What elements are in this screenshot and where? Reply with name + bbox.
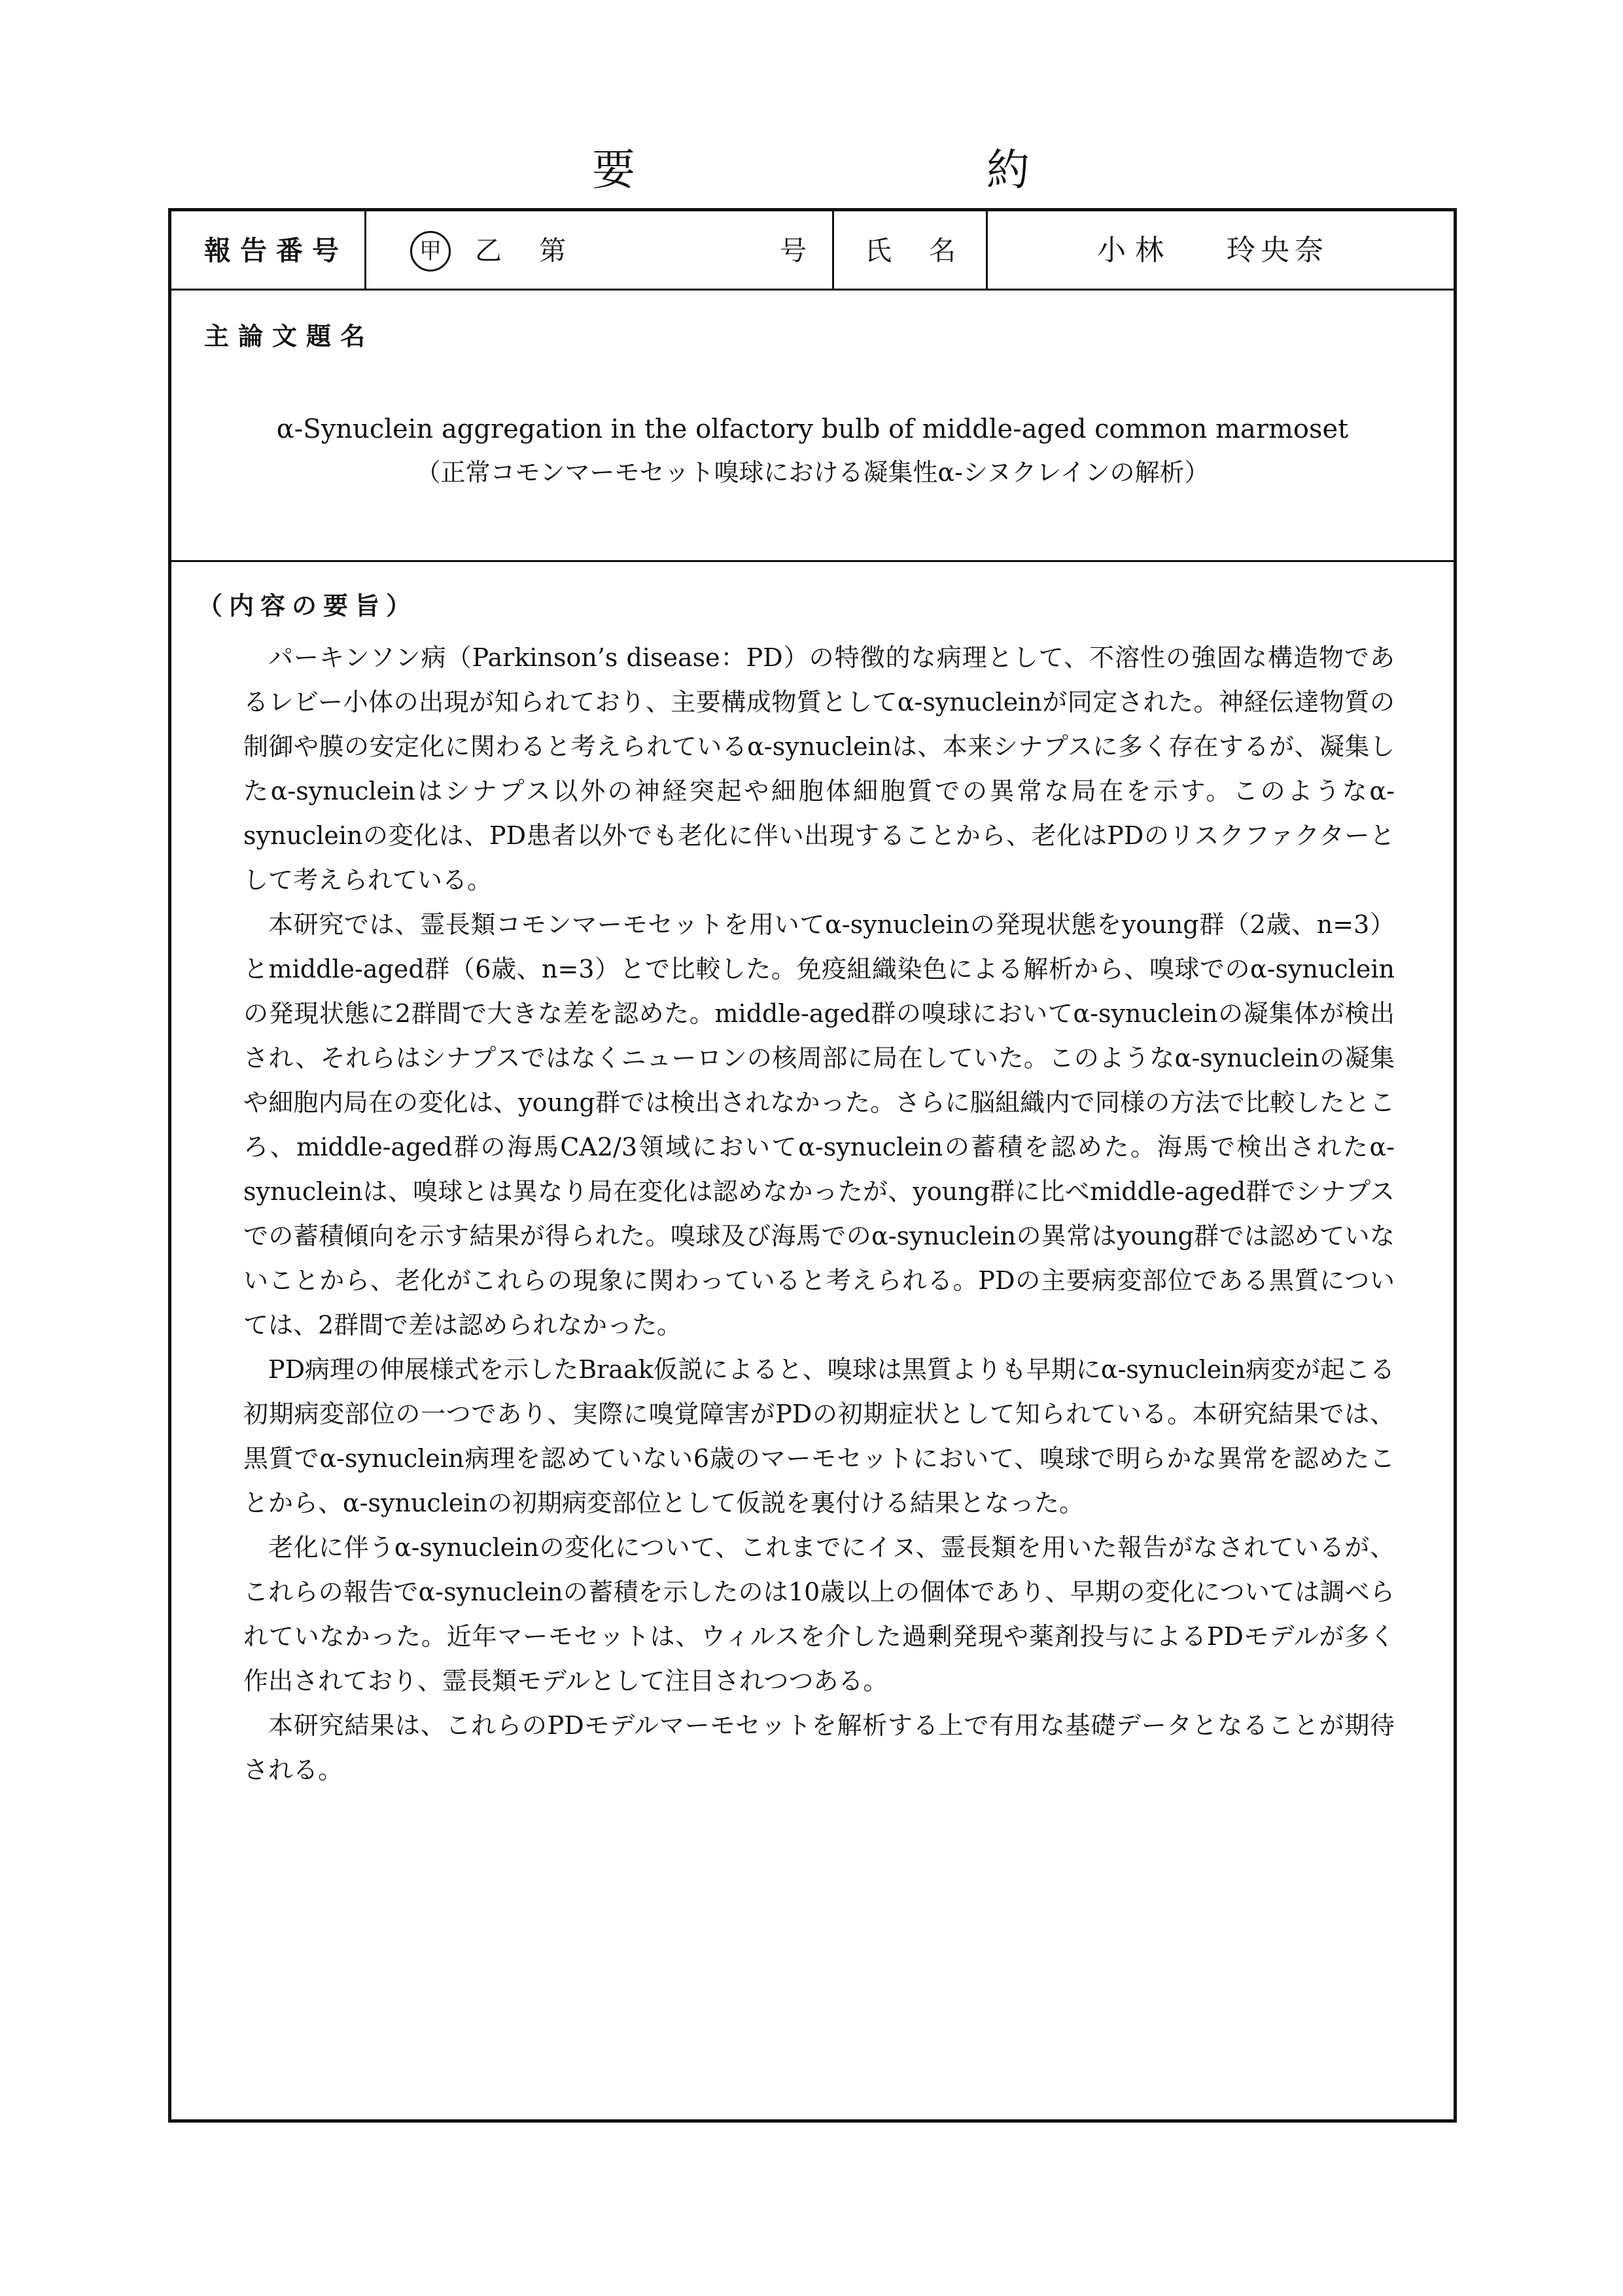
thesis-title-label: 主論文題名 (204, 322, 375, 351)
summary-paragraph-1: パーキンソン病（Parkinson’s disease：PD）の特徴的な病理として、不溶性の強固な構造物であるレビー小体の出現が知られており、主要構成物質としてα-synucleinが同定された。神経伝達物質の制御や膜の安定化に関わると考えられているα-synucleinは、本来シナプスに多く存在するが、凝集したα-synucleinはシナプス以外の神経突起や細胞体細胞質での異常な局在を示す。このようなα-synucleinの変化は、PD患者以外でも老化に伴い出現することから、老化はPDのリスクファクターとして考えられている。 (243, 643, 1395, 894)
divider-2 (832, 211, 834, 290)
row-divider-2 (171, 560, 1454, 562)
page-title-right: 約 (986, 145, 1030, 195)
thesis-title-en: α-Synuclein aggregation in the olfactory bulb of middle-aged common marmoset (276, 414, 1349, 444)
name-label-2: 名 (929, 235, 956, 266)
author-given-name: 玲央奈 (1227, 234, 1329, 267)
name-label-1: 氏 (865, 235, 892, 266)
kou-circled: 甲 (410, 231, 451, 272)
summary-paragraph-5: 本研究結果は、これらのPDモデルマーモセットを解析する上で有用な基礎データとなることが期待される。 (243, 1711, 1395, 1784)
degree-type-group (410, 211, 566, 290)
summary-paragraph-3: PD病理の伸展様式を示したBraak仮説によると、嗅球は黒質よりも早期にα-synuclein病変が起こる初期病変部位の一つであり、実際に嗅覚障害がPDの初期症状として知られている。本研究結果では、黒質でα-synuclein病理を認めていない6歳のマーモセットにおいて、嗅球で明らかな異常を認めたことから、α-synucleinの初期病変部位として仮説を裏付ける結果となった。 (243, 1355, 1395, 1517)
otsu-text: 乙 (475, 235, 502, 266)
divider-1 (364, 211, 366, 290)
summary-paragraph-4: 老化に伴うα-synucleinの変化について、これまでにイヌ、霊長類を用いた報告がなされているが、これらの報告でα-synucleinの蓄積を示したのは10歳以上の個体であり、早期の変化については調べられていなかった。近年マーモセットは、ウィルスを介した過剰発現や薬剤投与によるPDモデルが多く作出されており、霊長類モデルとして注目されつつある。 (243, 1533, 1395, 1695)
page-title (0, 134, 1623, 206)
divider-3 (986, 211, 988, 290)
page-title-left: 要 (592, 145, 635, 195)
dai-text: 第 (539, 235, 567, 266)
row-divider-1 (171, 289, 1454, 291)
summary-body (243, 635, 1395, 1792)
gou-text: 号 (780, 235, 807, 266)
author-family-name: 小林 (1097, 234, 1173, 267)
summary-paragraph-2: 本研究では、霊長類コモンマーモセットを用いてα-synucleinの発現状態をyoung群（2歳、n=3）とmiddle-aged群（6歳、n=3）とで比較した。免疫組織染色による解析から、嗅球でのα-synucleinの発現状態に2群間で大きな差を認めた。middle-aged群の嗅球においてα-synucleinの凝集体が検出され、それらはシナプスではなくニューロンの核周部に局在していた。このようなα-synucleinの凝集や細胞内局在の変化は、young群では検出されなかった。さらに脳組織内で同様の方法で比較したところ、middle-aged群の海馬CA2/3領域においてα-synucleinの蓄積を認めた。海馬で検出されたα-synucleinは、嗅球とは異なり局在変化は認めなかったが、young群に比べmiddle-aged群でシナプスでの蓄積傾向を示す結果が得られた。嗅球及び海馬でのα-synucleinの異常はyoung群では認めていないことから、老化がこれらの現象に関わっていると考えられる。PDの主要病変部位である黒質については、2群間で差は認められなかった。 (243, 910, 1395, 1339)
thesis-title-ja: （正常コモンマーモセット嗅球における凝集性α-シヌクレインの解析） (415, 458, 1210, 487)
abstract-form (168, 208, 1457, 2123)
summary-label: （内容の要旨） (198, 592, 418, 620)
report-number-label: 報告番号 (204, 235, 348, 266)
